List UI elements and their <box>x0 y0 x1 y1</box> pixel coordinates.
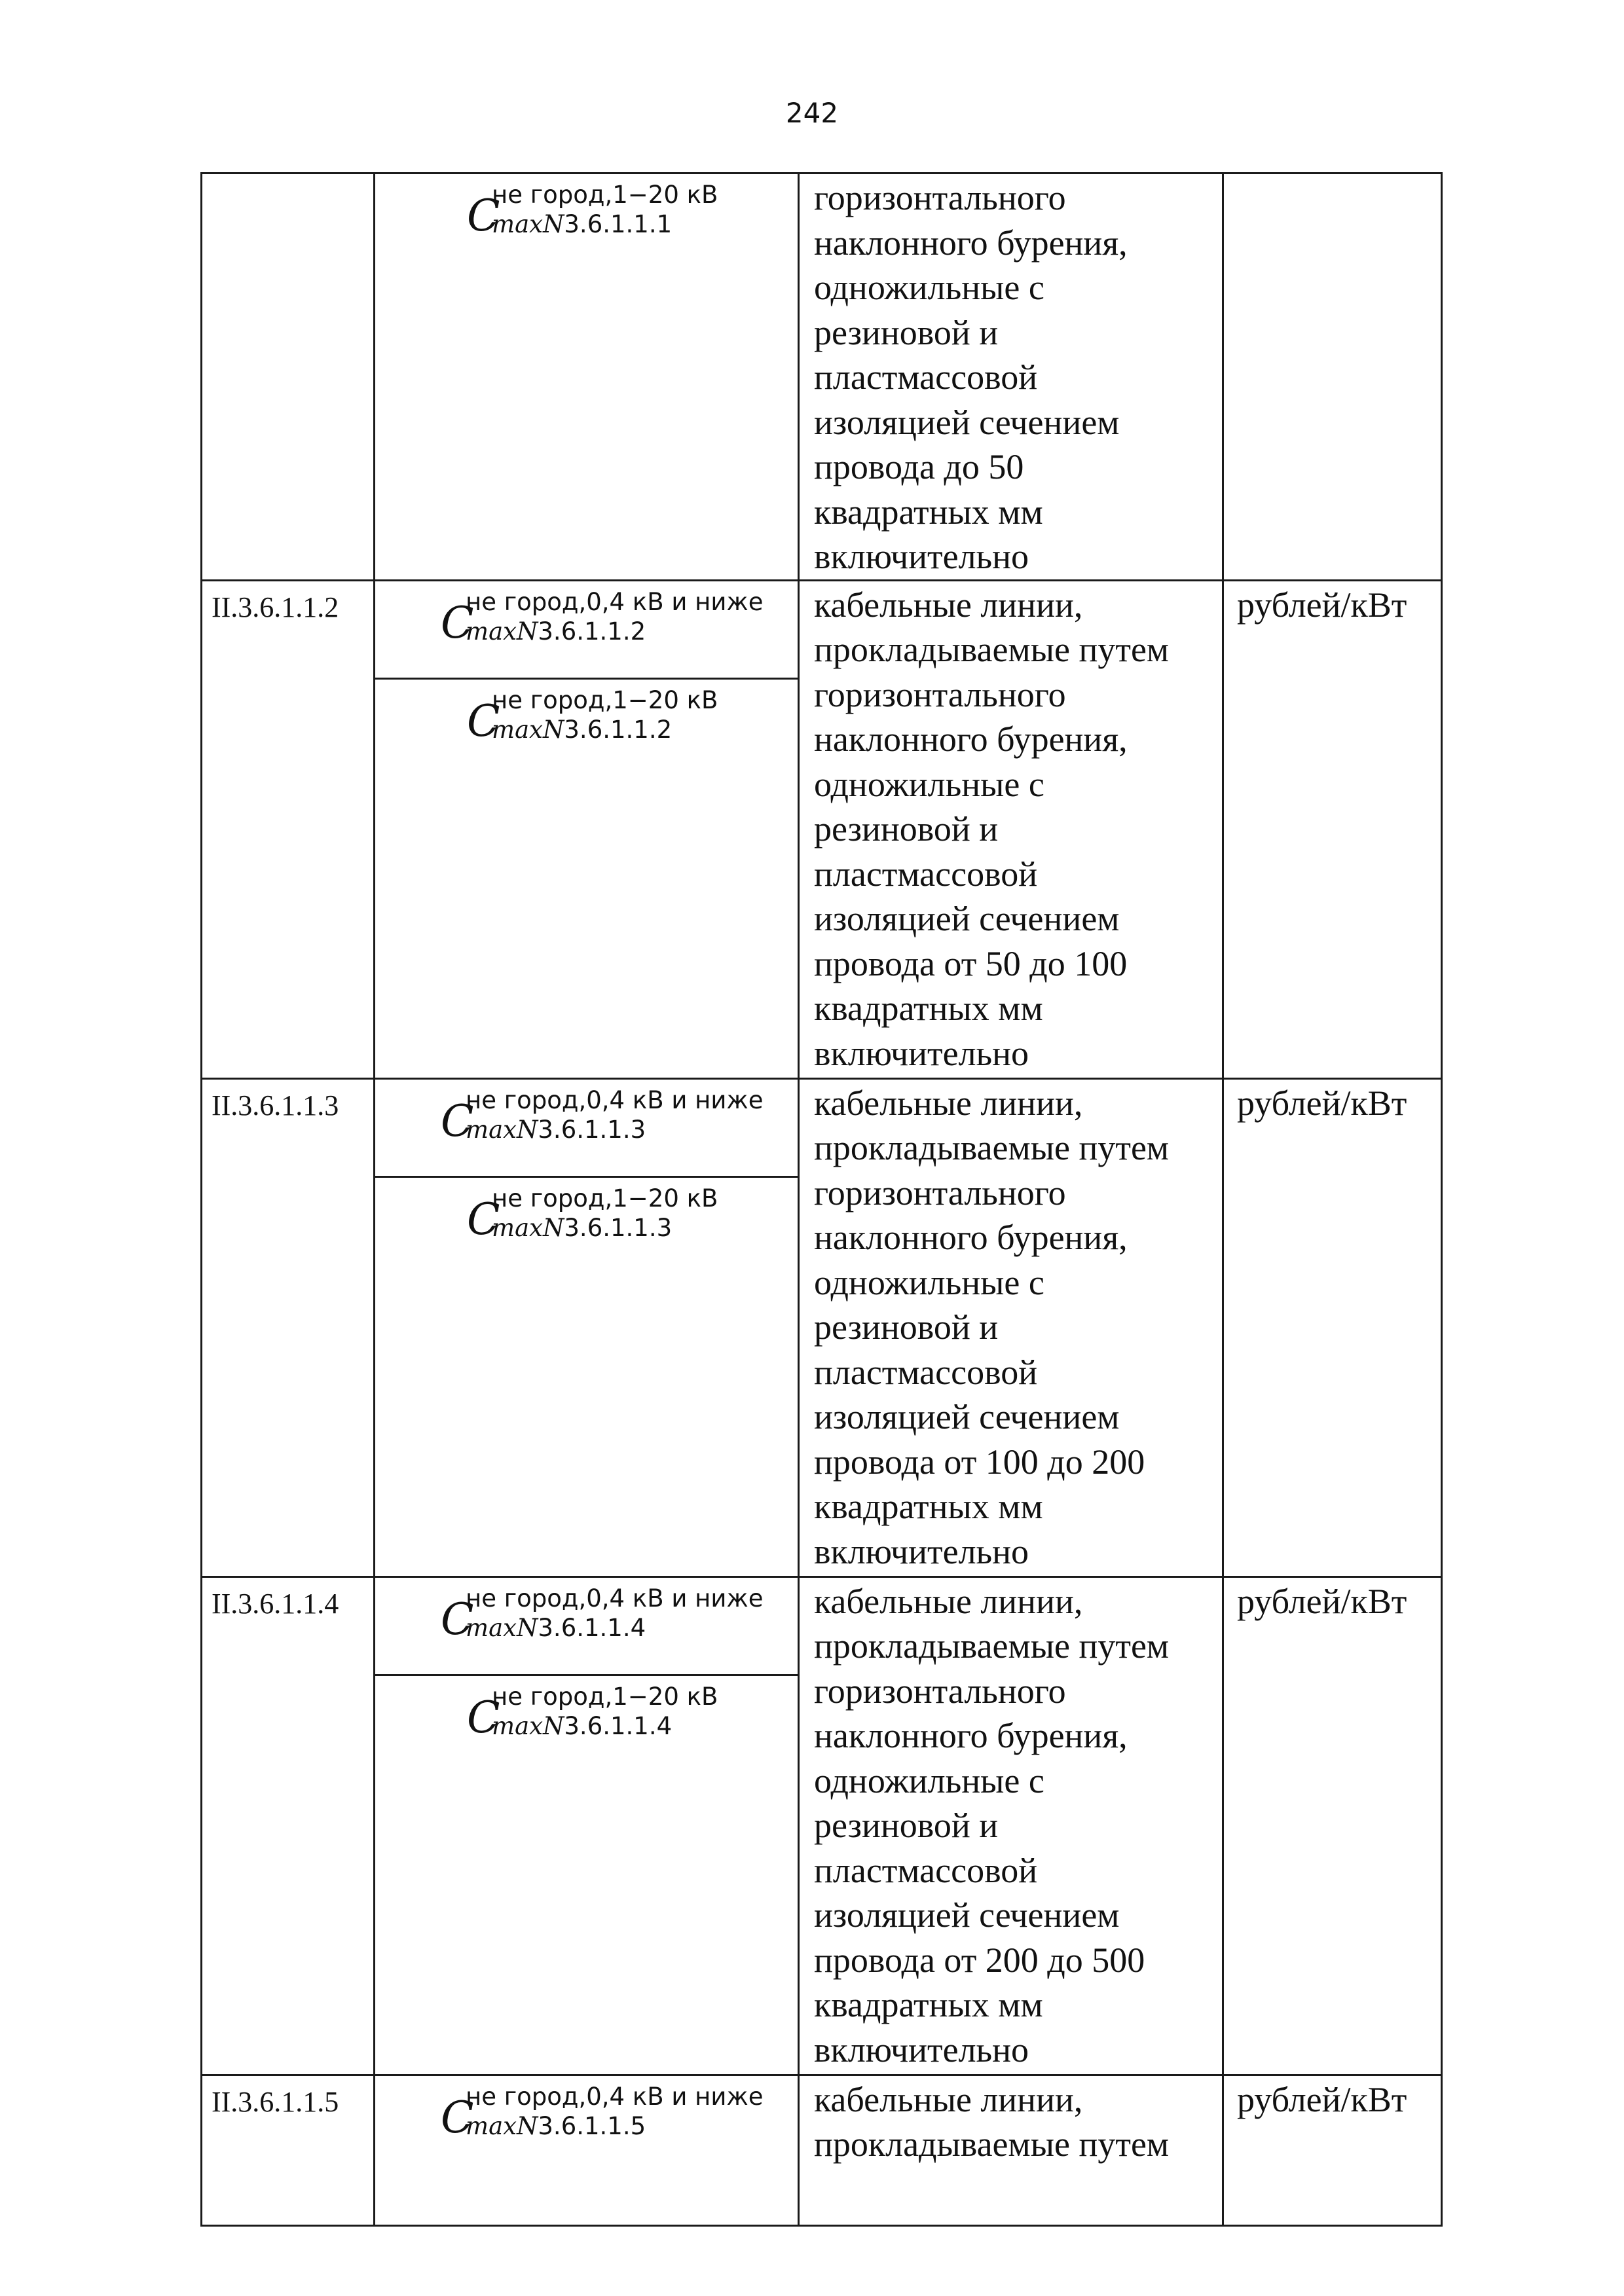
description-line: пластмассовой <box>814 1352 1038 1392</box>
description-line: наклонного бурения, <box>814 1716 1128 1755</box>
formula-subscript <box>492 1214 672 1243</box>
description-cell <box>799 2075 1223 2225</box>
formula-subscript-number: 3.6.1.1.3 <box>538 1115 646 1144</box>
description-line: изоляцией сечением <box>814 899 1120 938</box>
formula-symbol: C <box>467 191 500 241</box>
description-line: горизонтального <box>814 674 1066 714</box>
formula-superscript: не город,1−20 кВ <box>492 1184 718 1212</box>
formula-subscript-variable: maxN <box>492 715 564 744</box>
formula-symbol: C <box>441 2092 474 2143</box>
unit-cell: рублей/кВт <box>1223 1576 1442 2075</box>
description-line: наклонного бурения, <box>814 720 1128 759</box>
formula-superscript: не город,0,4 кВ и ниже <box>466 587 764 616</box>
formula-subscript-variable: maxN <box>466 1613 538 1642</box>
formula-cell <box>375 173 799 581</box>
formula-subscript-number: 3.6.1.1.1 <box>564 210 673 238</box>
description-line: прокладываемые путем <box>814 630 1170 669</box>
formula-subcell <box>375 1676 798 2074</box>
formula-symbol: C <box>467 1692 500 1743</box>
formula-subscript <box>492 716 672 744</box>
formula-subcell <box>375 1080 798 1178</box>
description-line: провода от 200 до 500 <box>814 1940 1145 1980</box>
description-line: провода от 50 до 100 <box>814 943 1128 983</box>
formula-subcell <box>375 581 798 680</box>
formula-subscript-number: 3.6.1.1.4 <box>564 1711 673 1740</box>
description-line: изоляцией сечением <box>814 402 1120 442</box>
formula-subscript-variable: maxN <box>492 1711 564 1740</box>
description-cell <box>799 1576 1223 2075</box>
formula-symbol: C <box>441 1095 474 1146</box>
description-line: прокладываемые путем <box>814 1626 1170 1666</box>
description-line: включительно <box>814 2030 1029 2069</box>
description-line: включительно <box>814 1531 1029 1571</box>
formula-subcell <box>375 680 798 1078</box>
table-row <box>202 2075 1442 2225</box>
formula-subcell <box>375 174 798 579</box>
row-code <box>202 173 375 581</box>
formula-superscript: не город,0,4 кВ и ниже <box>466 2082 764 2111</box>
formula-subscript <box>492 210 672 239</box>
formula-subscript-number: 3.6.1.1.4 <box>538 1613 646 1642</box>
formula-cell <box>375 2075 799 2225</box>
description-line: провода до 50 <box>814 447 1024 486</box>
description-line: квадратных мм <box>814 1487 1043 1526</box>
description-line: горизонтального <box>814 1671 1066 1711</box>
tariff-table <box>200 172 1443 2227</box>
formula-cell <box>375 1078 799 1576</box>
formula-symbol: C <box>441 1594 474 1645</box>
formula-subscript <box>492 1712 672 1741</box>
description-cell <box>799 580 1223 1078</box>
description-line: квадратных мм <box>814 492 1043 532</box>
formula-subscript <box>466 1116 646 1144</box>
row-code: II.3.6.1.1.4 <box>202 1576 375 2075</box>
description-line: пластмассовой <box>814 1850 1038 1890</box>
formula-subscript-number: 3.6.1.1.2 <box>564 715 673 744</box>
formula-symbol: C <box>467 1194 500 1245</box>
description-line: квадратных мм <box>814 1985 1043 2024</box>
formula-cell <box>375 580 799 1078</box>
table-row <box>202 1576 1442 2075</box>
formula-subscript-variable: maxN <box>466 2111 538 2140</box>
description-line: квадратных мм <box>814 989 1043 1028</box>
description-line: пластмассовой <box>814 854 1038 894</box>
formula-superscript: не город,0,4 кВ и ниже <box>466 1584 764 1613</box>
formula-subscript-variable: maxN <box>466 1115 538 1144</box>
unit-cell: рублей/кВт <box>1223 580 1442 1078</box>
unit-cell: рублей/кВт <box>1223 1078 1442 1576</box>
description-line: резиновой и <box>814 312 999 352</box>
description-line: кабельные линии, <box>814 585 1083 625</box>
description-line: прокладываемые путем <box>814 2124 1170 2164</box>
table-row <box>202 1078 1442 1576</box>
formula-subscript-number: 3.6.1.1.5 <box>538 2111 646 2140</box>
row-code: II.3.6.1.1.2 <box>202 580 375 1078</box>
description-line: резиновой и <box>814 1307 999 1347</box>
description-line: одножильные с <box>814 268 1044 307</box>
row-code: II.3.6.1.1.5 <box>202 2075 375 2225</box>
formula-symbol: C <box>441 597 474 648</box>
description-line: кабельные линии, <box>814 2079 1083 2119</box>
formula-superscript: не город,1−20 кВ <box>492 685 718 714</box>
description-cell <box>799 173 1223 581</box>
description-line: резиновой и <box>814 1806 999 1845</box>
description-line: наклонного бурения, <box>814 1218 1128 1257</box>
table-row <box>202 173 1442 581</box>
description-line: резиновой и <box>814 809 999 848</box>
formula-subscript <box>466 2112 646 2141</box>
formula-subscript-number: 3.6.1.1.3 <box>564 1213 673 1242</box>
description-line: одножильные с <box>814 764 1044 804</box>
unit-cell: рублей/кВт <box>1223 2075 1442 2225</box>
formula-subscript-number: 3.6.1.1.2 <box>538 617 646 646</box>
formula-subscript <box>466 1614 646 1643</box>
description-line: горизонтального <box>814 1173 1066 1212</box>
page-number: 242 <box>785 97 839 129</box>
formula-subcell <box>375 2076 798 2225</box>
description-cell <box>799 1078 1223 1576</box>
description-line: включительно <box>814 537 1029 576</box>
description-line: включительно <box>814 1033 1029 1073</box>
table-row <box>202 580 1442 1078</box>
description-line: провода от 100 до 200 <box>814 1442 1145 1482</box>
description-line: пластмассовой <box>814 357 1038 397</box>
formula-subscript-variable: maxN <box>466 617 538 646</box>
formula-cell <box>375 1576 799 2075</box>
description-line: одножильные с <box>814 1760 1044 1800</box>
formula-subscript-variable: maxN <box>492 210 564 238</box>
description-line: изоляцией сечением <box>814 1397 1120 1436</box>
description-line: прокладываемые путем <box>814 1128 1170 1167</box>
formula-superscript: не город,1−20 кВ <box>492 181 718 209</box>
formula-symbol: C <box>467 695 500 746</box>
description-line: одножильные с <box>814 1262 1044 1302</box>
description-line: изоляцией сечением <box>814 1895 1120 1935</box>
unit-cell <box>1223 173 1442 581</box>
formula-subscript-variable: maxN <box>492 1213 564 1242</box>
description-line: кабельные линии, <box>814 1581 1083 1621</box>
formula-superscript: не город,1−20 кВ <box>492 1682 718 1711</box>
description-line: кабельные линии, <box>814 1083 1083 1123</box>
description-line: наклонного бурения, <box>814 223 1128 263</box>
formula-subscript <box>466 617 646 646</box>
formula-subcell <box>375 1578 798 1676</box>
formula-superscript: не город,0,4 кВ и ниже <box>466 1085 764 1114</box>
description-line: горизонтального <box>814 178 1066 217</box>
formula-subcell <box>375 1178 798 1576</box>
row-code: II.3.6.1.1.3 <box>202 1078 375 1576</box>
